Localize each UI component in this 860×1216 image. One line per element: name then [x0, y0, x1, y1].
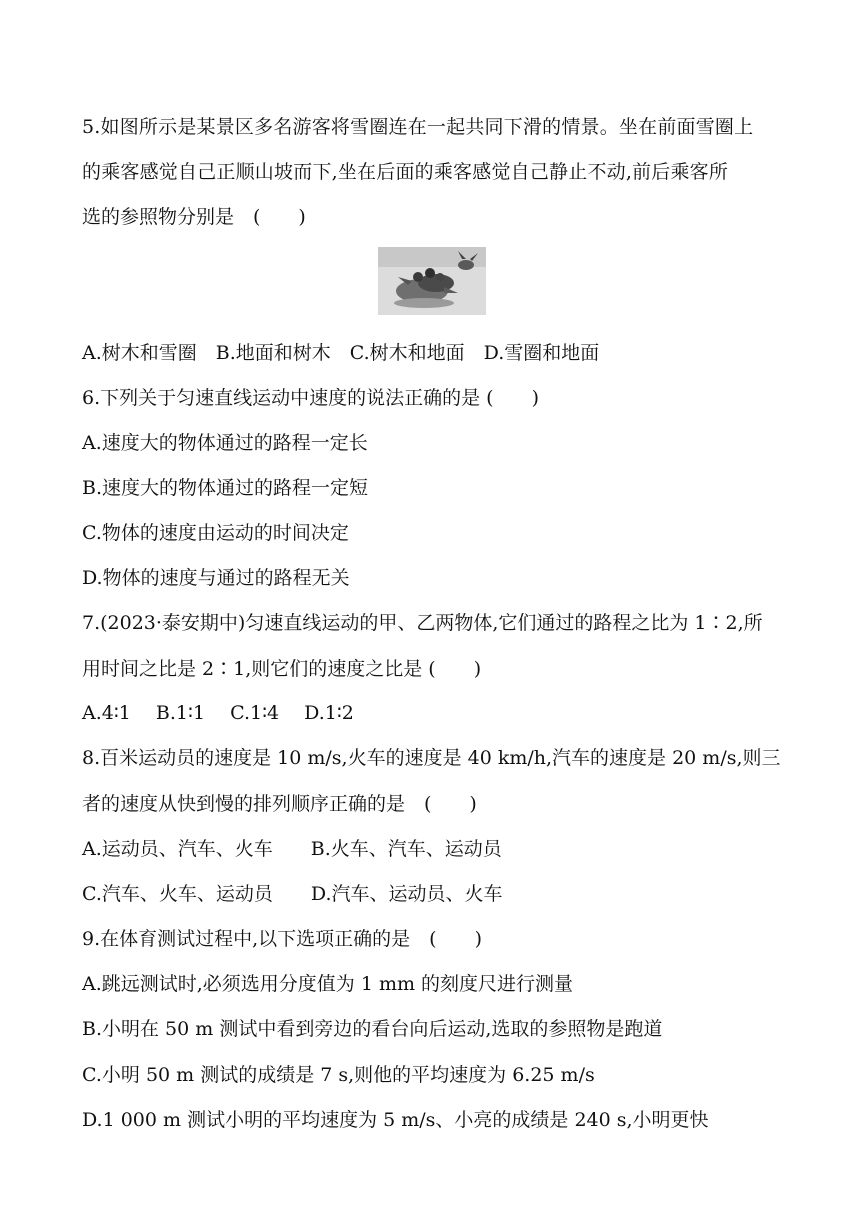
q8-options-ab: A.运动员、汽车、火车 B.火车、汽车、运动员 [82, 838, 502, 860]
q8-options-cd: C.汽车、火车、运动员 D.汽车、运动员、火车 [82, 883, 503, 905]
q7-stem-line-1: 7.(2023·泰安期中)匀速直线运动的甲、乙两物体,它们通过的路程之比为 1∶2,所 [82, 612, 763, 634]
q9-option-c: C.小明 50 m 测试的成绩是 7 s,则他的平均速度为 6.25 m/s [82, 1064, 595, 1086]
q8-stem-line-2: 者的速度从快到慢的排列顺序正确的是 ( ) [82, 793, 477, 815]
q9-option-d: D.1 000 m 测试小明的平均速度为 5 m/s、小亮的成绩是 240 s,小明更快 [82, 1109, 709, 1131]
q6-option-b: B.速度大的物体通过的路程一定短 [82, 477, 369, 499]
q7-stem-line-2: 用时间之比是 2∶1,则它们的速度之比是 ( ) [82, 658, 482, 680]
q7-options: A.4∶1 B.1∶1 C.1∶4 D.1∶2 [82, 702, 354, 724]
q5-options: A.树木和雪圈 B.地面和树木 C.树木和地面 D.雪圈和地面 [82, 342, 600, 364]
q6-option-a: A.速度大的物体通过的路程一定长 [82, 432, 368, 454]
q6-option-d: D.物体的速度与通过的路程无关 [82, 567, 350, 589]
q9-option-b: B.小明在 50 m 测试中看到旁边的看台向后运动,选取的参照物是跑道 [82, 1018, 663, 1040]
q5-stem-line-3: 选的参照物分别是 ( ) [82, 206, 306, 228]
q5-stem-line-1: 5.如图所示是某景区多名游客将雪圈连在一起共同下滑的情景。坐在前面雪圈上 [82, 116, 754, 138]
q9-stem: 9.在体育测试过程中,以下选项正确的是 ( ) [82, 928, 482, 950]
q6-option-c: C.物体的速度由运动的时间决定 [82, 522, 349, 544]
q8-stem-line-1: 8.百米运动员的速度是 10 m/s,火车的速度是 40 km/h,汽车的速度是 20 m/s,则三 [82, 747, 781, 769]
snow-tube-photo [378, 247, 486, 315]
q5-stem-line-2: 的乘客感觉自己正顺山坡而下,坐在后面的乘客感觉自己静止不动,前后乘客所 [82, 161, 729, 183]
q6-stem: 6.下列关于匀速直线运动中速度的说法正确的是 ( ) [82, 387, 539, 409]
q9-option-a: A.跳远测试时,必须选用分度值为 1 mm 的刻度尺进行测量 [82, 973, 574, 995]
